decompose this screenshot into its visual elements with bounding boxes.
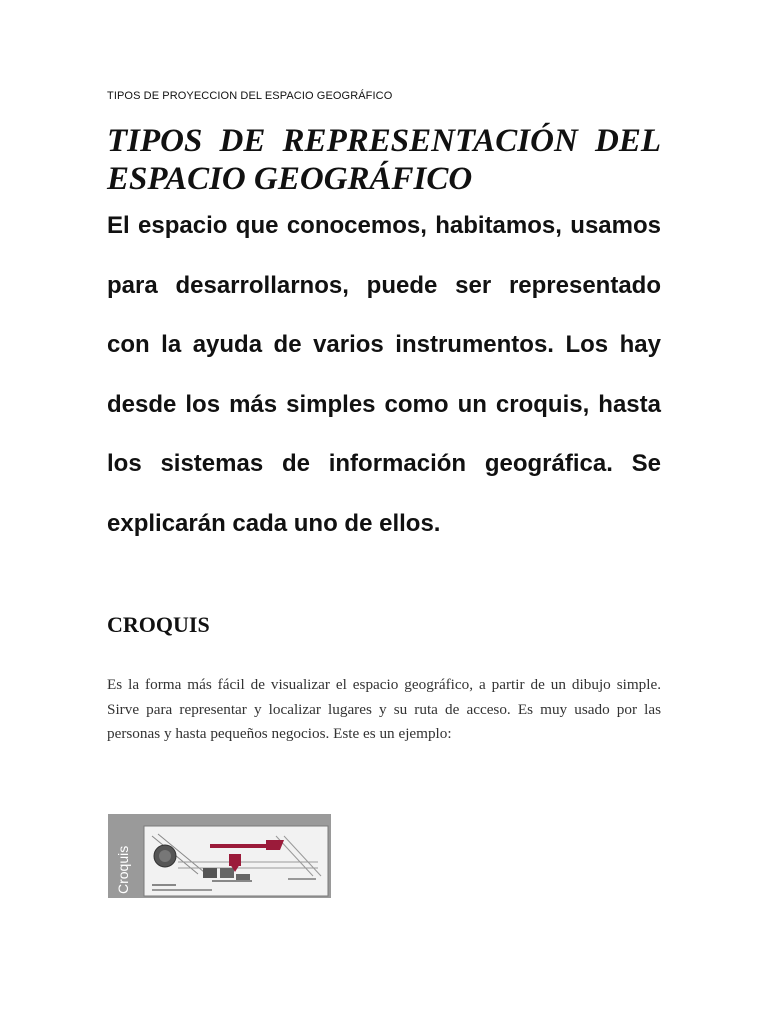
section-body-croquis: Es la forma más fácil de visualizar el espacio geográfico, a partir de un dibujo simple. Sirve para representar y localizar lugares y su ruta de acceso. Es muy usado por las personas y hasta pequeños negocios. Este es un ejemplo:: [107, 676, 661, 742]
intro-paragraph: El espacio que conocemos, habitamos, usamos para desarrollarnos, puede ser representado con la ayuda de varios instrumentos. Los hay desde los más simples como un croquis, hasta los sistemas de información geográfica. Se explicarán cada uno de ellos.: [107, 212, 661, 537]
document-header: TIPOS DE PROYECCION DEL ESPACIO GEOGRÁFICO: [107, 90, 393, 102]
croquis-sketch-drawing: [108, 814, 331, 898]
croquis-sketch-image: [108, 814, 331, 898]
croquis-label: Croquis: [115, 845, 131, 894]
section-heading-croquis: CROQUIS: [107, 612, 210, 637]
page-title: TIPOS DE REPRESENTACIÓN DEL ESPACIO GEOGRÁFICO: [107, 123, 661, 197]
